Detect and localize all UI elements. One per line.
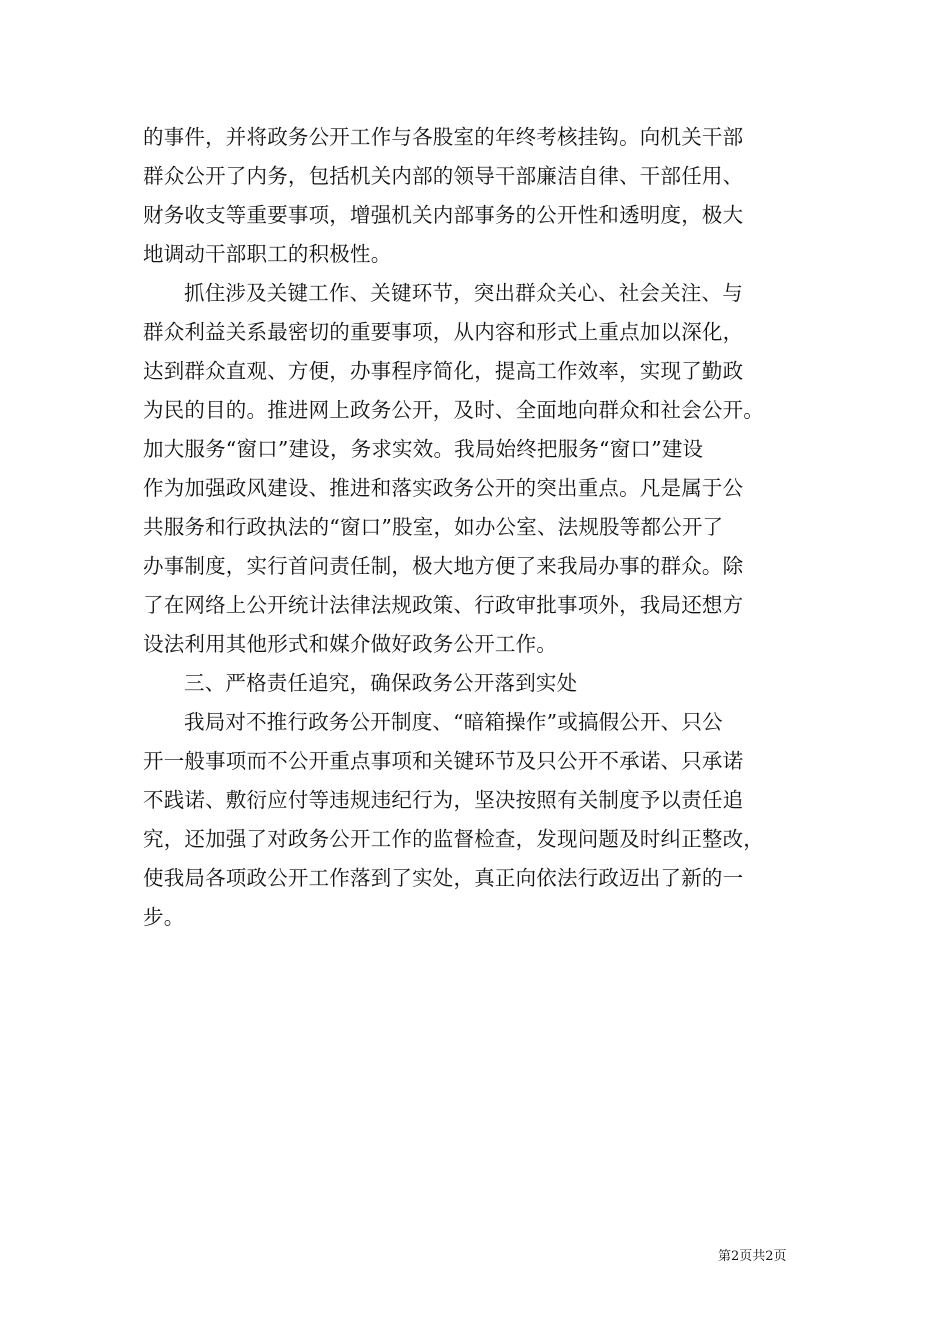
text-line: 究，还加强了对政务公开工作的监督检查，发现问题及时纠正整改， — [143, 827, 764, 851]
page-number-footer: 第2页共2页 — [718, 1249, 787, 1264]
text-line: 抓住涉及关键工作、关键环节，突出群众关心、社会关注、与 — [184, 281, 743, 305]
section-heading: 三、严格责任追究，确保政务公开落到实处 — [184, 671, 578, 695]
text-line: 群众公开了内务，包括机关内部的领导干部廉洁自律、干部任用、 — [143, 164, 744, 188]
text-line: 开一般事项而不公开重点事项和关键环节及只公开不承诺、只承诺 — [143, 749, 744, 773]
text-line: 我局对不推行政务公开制度、“暗箱操作”或搞假公开、只公 — [184, 710, 723, 734]
text-line: 的事件，并将政务公开工作与各股室的年终考核挂钩。向机关干部 — [143, 125, 744, 149]
document-body — [143, 118, 823, 937]
text-line: 步。 — [143, 905, 185, 929]
text-line: 群众利益关系最密切的重要事项，从内容和形式上重点加以深化， — [143, 320, 744, 344]
text-line: 地调动干部职工的积极性。 — [143, 242, 392, 266]
text-line: 使我局各项政公开工作落到了实处，真正向依法行政迈出了新的一 — [143, 866, 744, 890]
text-line: 达到群众直观、方便，办事程序简化，提高工作效率，实现了勤政 — [143, 359, 744, 383]
text-line: 为民的目的。推进网上政务公开，及时、全面地向群众和社会公开。 — [143, 398, 764, 422]
text-line: 共服务和行政执法的“窗口”股室，如办公室、法规股等都公开了 — [143, 515, 724, 539]
text-line: 财务收支等重要事项，增强机关内部事务的公开性和透明度，极大 — [143, 203, 744, 227]
text-line: 加大服务“窗口”建设，务求实效。我局始终把服务“窗口”建设 — [143, 437, 704, 461]
text-line: 不践诺、敷衍应付等违规违纪行为，坚决按照有关制度予以责任追 — [143, 788, 744, 812]
text-line: 设法利用其他形式和媒介做好政务公开工作。 — [143, 632, 557, 656]
text-line: 办事制度，实行首问责任制，极大地方便了来我局办事的群众。除 — [143, 554, 744, 578]
text-line: 了在网络上公开统计法律法规政策、行政审批事项外，我局还想方 — [143, 593, 744, 617]
text-line: 作为加强政风建设、推进和落实政务公开的突出重点。凡是属于公 — [143, 476, 744, 500]
